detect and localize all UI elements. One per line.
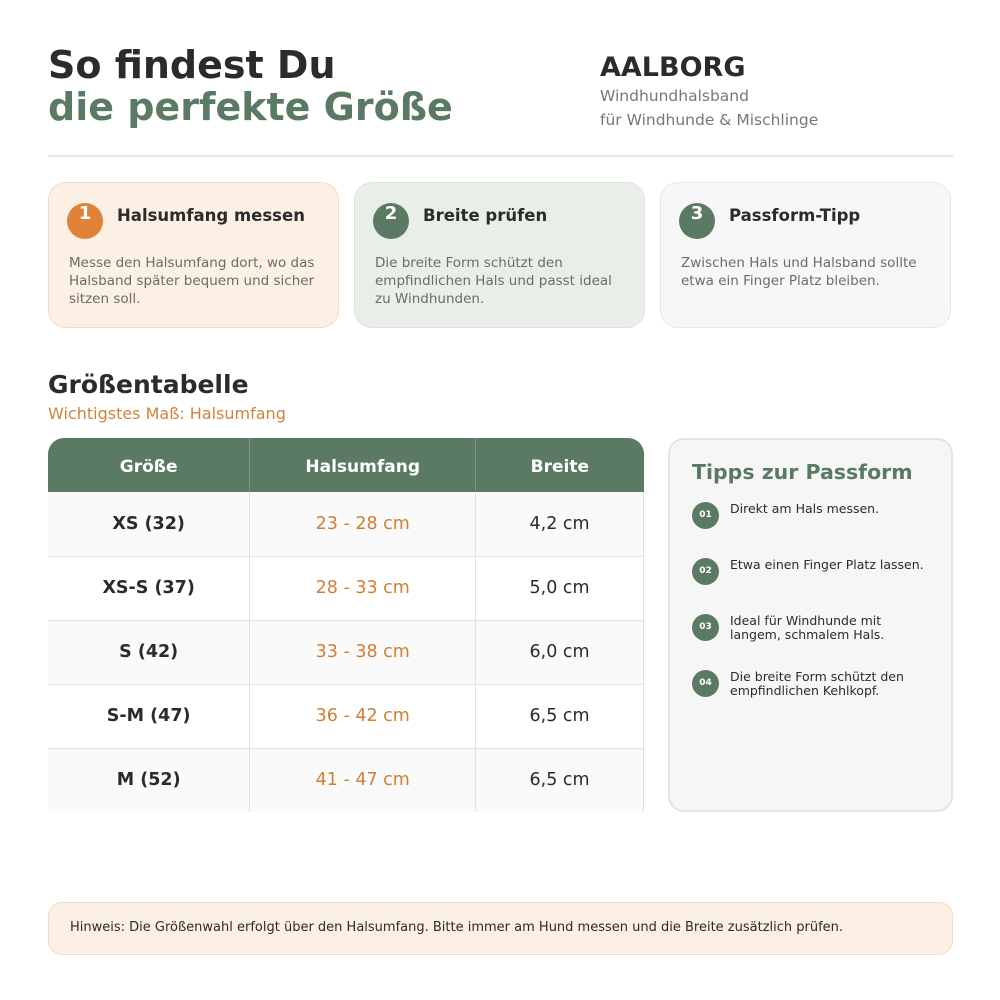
size-table-header-row [48, 438, 644, 492]
cell-size: M (52) [48, 748, 250, 812]
column-header-width: Breite [476, 438, 644, 492]
headline-line-2: die perfekte Größe [48, 85, 453, 129]
header-divider [48, 155, 953, 157]
step-card-2 [354, 182, 645, 328]
cell-width: 5,0 cm [476, 556, 644, 620]
step-number-badge: 2 [373, 203, 409, 239]
cell-neck: 41 - 47 cm [250, 748, 476, 812]
fit-tips-title: Tipps zur Passform [692, 460, 913, 484]
brand-subtitle-2: für Windhunde & Mischlinge [600, 111, 819, 129]
brand-subtitle-1: Windhundhalsband [600, 87, 749, 105]
cell-width: 6,5 cm [476, 684, 644, 748]
size-table-subtitle: Wichtigstes Maß: Halsumfang [48, 404, 286, 423]
size-table-title: Größentabelle [48, 370, 249, 399]
cell-size: XS (32) [48, 492, 250, 556]
cell-neck: 28 - 33 cm [250, 556, 476, 620]
fit-tips-panel [668, 438, 953, 812]
tip-number-badge: 04 [692, 670, 719, 697]
hint-note [48, 902, 953, 955]
headline [48, 44, 453, 128]
step-description: Messe den Halsumfang dort, wo das Halsband später bequem und sicher sitzen soll. [69, 255, 315, 307]
step-card-1 [48, 182, 339, 328]
column-header-neck: Halsumfang [250, 438, 476, 492]
tip-number-badge: 03 [692, 614, 719, 641]
cell-neck: 36 - 42 cm [250, 684, 476, 748]
cell-neck: 23 - 28 cm [250, 492, 476, 556]
tip-text: Etwa einen Finger Platz lassen. [730, 557, 924, 572]
tip-number-badge: 02 [692, 558, 719, 585]
table-row [48, 556, 644, 620]
tip-text: Die breite Form schützt den empfindlichen Kehlkopf. [730, 669, 904, 698]
cell-neck: 33 - 38 cm [250, 620, 476, 684]
column-header-size: Größe [48, 438, 250, 492]
cell-width: 4,2 cm [476, 492, 644, 556]
table-row [48, 620, 644, 684]
step-title: Halsumfang messen [117, 206, 305, 225]
step-description: Die breite Form schützt den empfindlichen Hals und passt ideal zu Windhunden. [375, 255, 612, 307]
step-title: Breite prüfen [423, 206, 548, 225]
step-title: Passform-Tipp [729, 206, 861, 225]
tip-text: Direkt am Hals messen. [730, 501, 880, 516]
cell-size: S (42) [48, 620, 250, 684]
table-row [48, 492, 644, 556]
brand-block [600, 52, 818, 132]
hint-note-text: Hinweis: Die Größenwahl erfolgt über den Halsumfang. Bitte immer am Hund messen und die Breite zusätzlich prüfen. [70, 920, 844, 935]
step-card-3 [660, 182, 951, 328]
cell-width: 6,5 cm [476, 748, 644, 812]
step-number-badge: 3 [679, 203, 715, 239]
cell-size: XS-S (37) [48, 556, 250, 620]
step-description: Zwischen Hals und Halsband sollte etwa ein Finger Platz bleiben. [681, 255, 917, 289]
cell-width: 6,0 cm [476, 620, 644, 684]
headline-line-1: So findest Du [48, 43, 336, 87]
cell-size: S-M (47) [48, 684, 250, 748]
table-row [48, 684, 644, 748]
step-number-badge: 1 [67, 203, 103, 239]
brand-name: AALBORG [600, 52, 746, 83]
tip-text: Ideal für Windhunde mit langem, schmalem Hals. [730, 613, 885, 642]
tip-number-badge: 01 [692, 502, 719, 529]
size-table [48, 438, 644, 812]
table-row [48, 748, 644, 812]
